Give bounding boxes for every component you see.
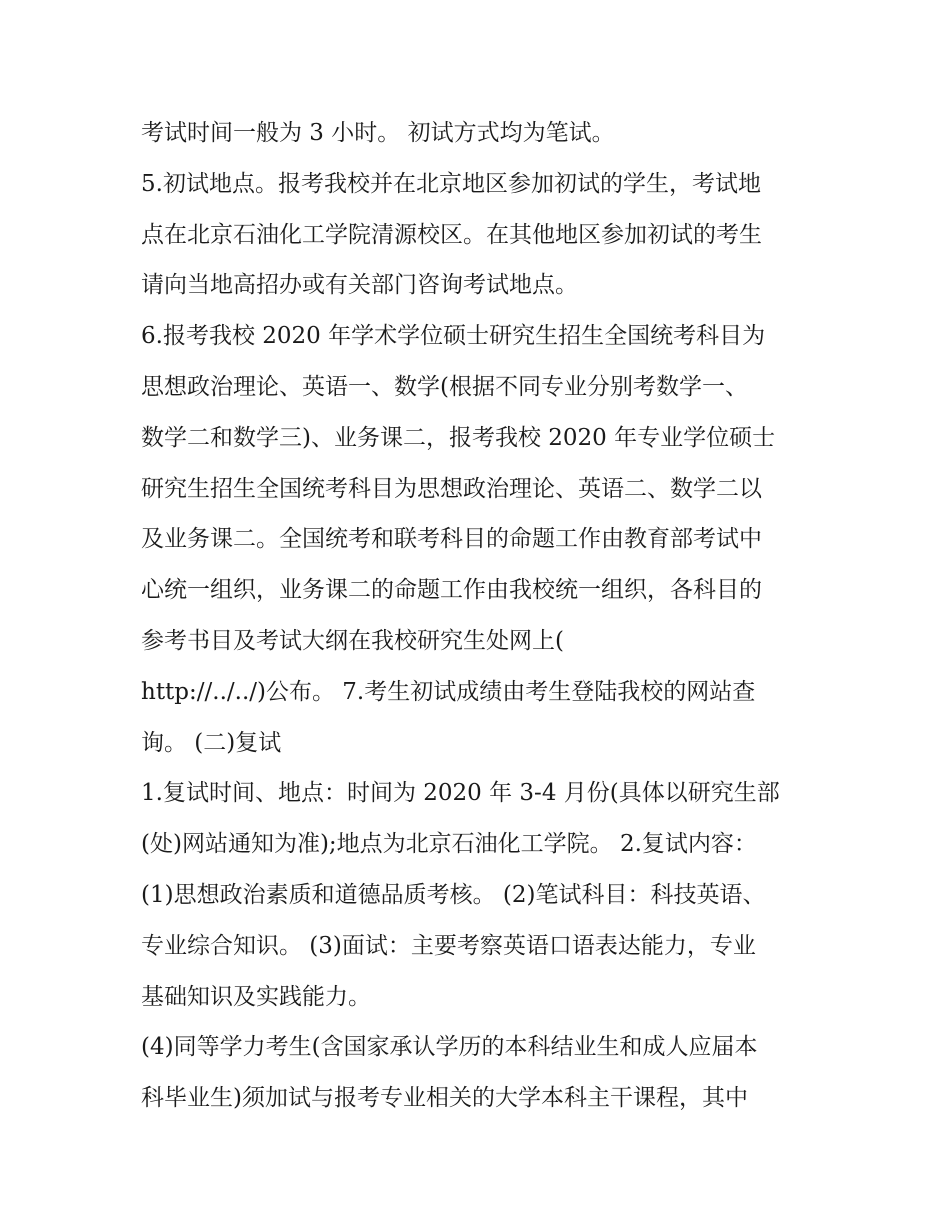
text-line: 5.初试地点。报考我校并在北京地区参加初试的学生，考试地 (141, 170, 761, 197)
text-line: 1.复试时间、地点：时间为 2020 年 3-4 月份(具体以研究生部 (141, 780, 780, 807)
text-line: (处)网站通知为准);地点为北京石油化工学院。 2.复试内容： (141, 831, 757, 858)
text-line: 及业务课二。全国统考和联考科目的命题工作由教育部考试中 (141, 526, 762, 553)
text-line: 6.报考我校 2020 年学术学位硕士研究生招生全国统考科目为 (141, 323, 766, 350)
text-line: 点在北京石油化工学院清源校区。在其他地区参加初试的考生 (141, 221, 762, 248)
text-line: 心统一组织，业务课二的命题工作由我校统一组织，各科目的 (141, 577, 762, 604)
text-line: 询。 (二)复试 (141, 729, 282, 756)
text-line: (1)思想政治素质和道德品质考核。 (2)笔试科目：科技英语、 (141, 881, 766, 908)
text-line: 研究生招生全国统考科目为思想政治理论、英语二、数学二以 (141, 475, 762, 502)
text-line: 思想政治理论、英语一、数学(根据不同专业分别考数学一、 (141, 373, 748, 400)
body-text (141, 108, 831, 1124)
text-line: 基础知识及实践能力。 (141, 983, 371, 1010)
text-line: 科毕业生)须加试与报考专业相关的大学本科主干课程，其中 (141, 1085, 748, 1112)
text-line: 专业综合知识。 (3)面试：主要考察英语口语表达能力，专业 (141, 932, 756, 959)
text-line: (4)同等学力考生(含国家承认学历的本科结业生和成人应届本 (141, 1034, 758, 1061)
text-line: 考试时间一般为 3 小时。 初试方式均为笔试。 (141, 120, 615, 146)
text-line: 参考书目及考试大纲在我校研究生处网上( (141, 627, 564, 654)
text-line: 请向当地高招办或有关部门咨询考试地点。 (141, 272, 578, 299)
text-line: 数学二和数学三)、业务课二，报考我校 2020 年专业学位硕士 (141, 424, 776, 451)
text-line: http://../../)公布。 7.考生初试成绩由考生登陆我校的网站查 (141, 678, 756, 705)
